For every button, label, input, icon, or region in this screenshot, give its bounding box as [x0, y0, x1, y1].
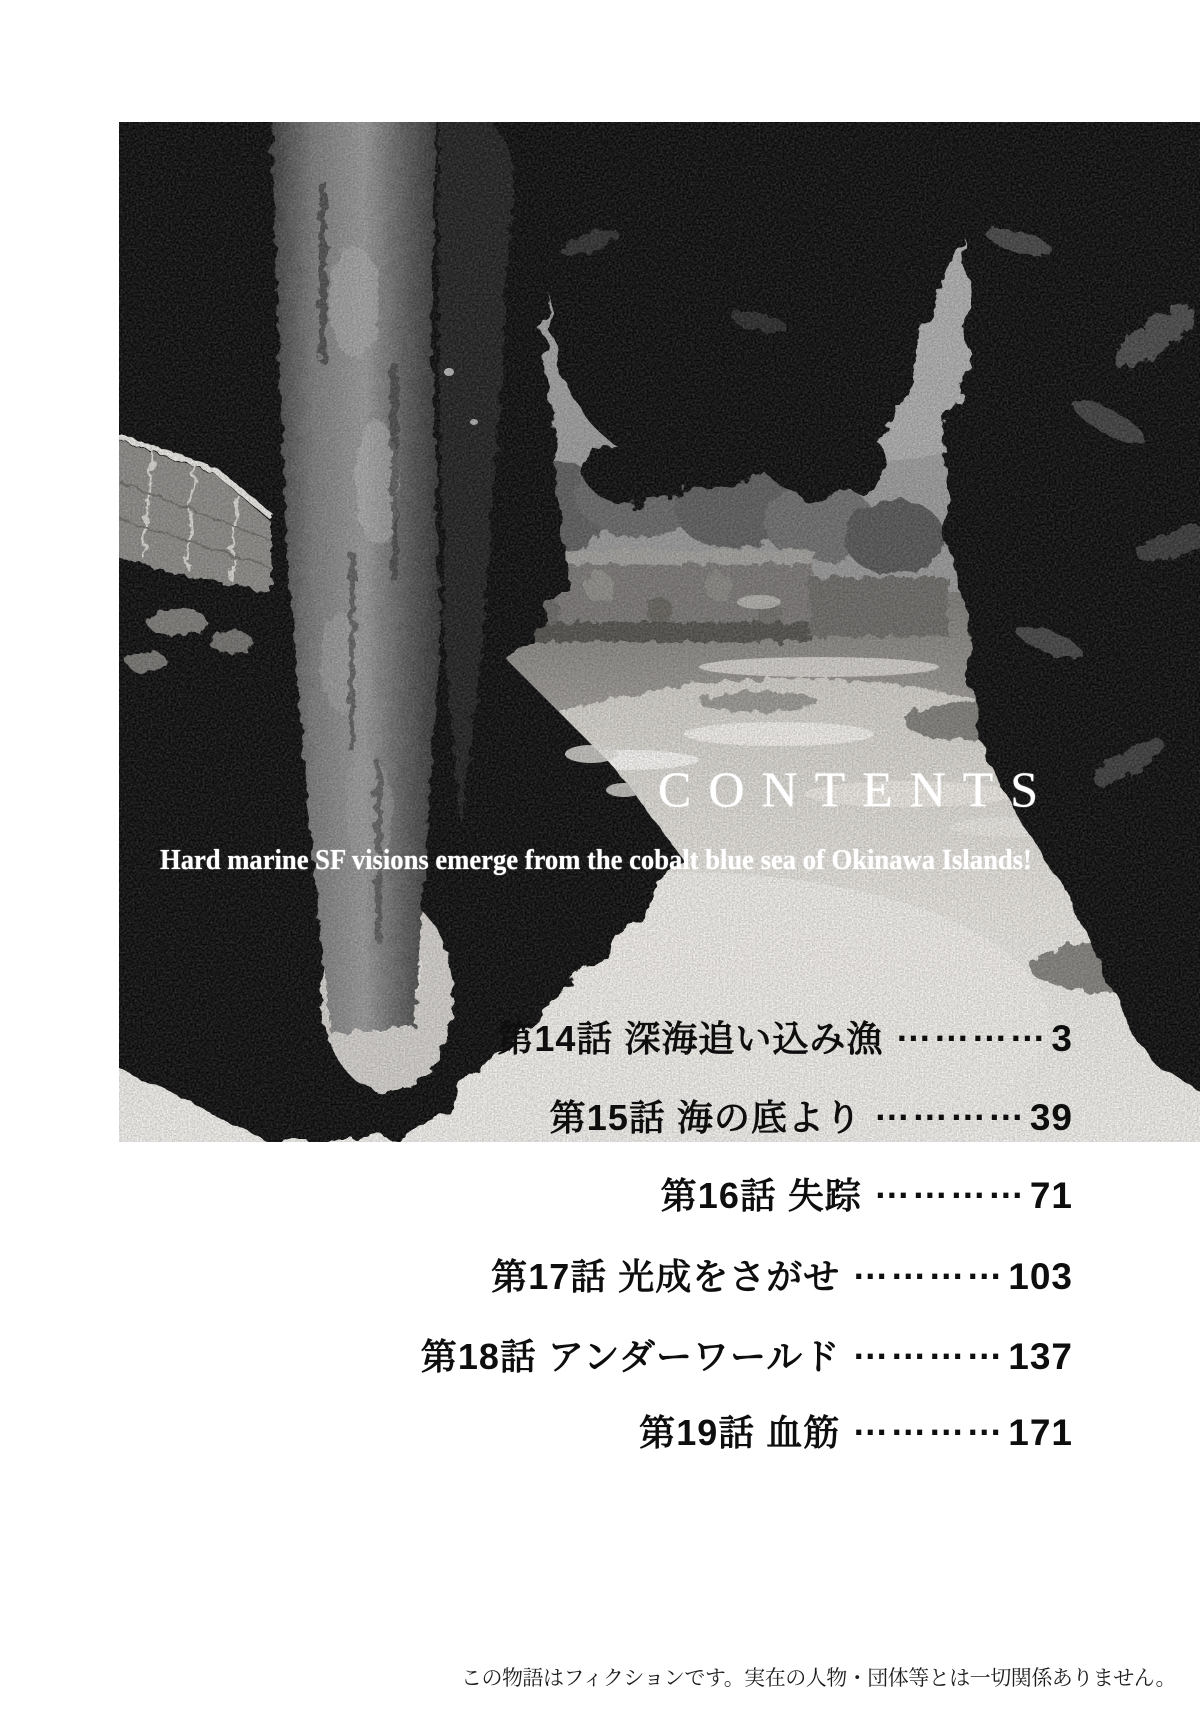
toc-entry-page: 3 — [1051, 1018, 1073, 1059]
toc-entry-label: 第14話 深海追い込み漁 — [497, 1018, 884, 1059]
okinawa-path-photo — [119, 122, 1200, 1142]
toc-entry-label: 第18話 アンダーワールド — [420, 1336, 841, 1377]
toc-entry-page: 171 — [1008, 1412, 1073, 1453]
dotted-leader: ………… — [852, 1246, 1005, 1287]
dotted-leader: ………… — [895, 1008, 1048, 1049]
page-title: CONTENTS — [658, 761, 1056, 817]
toc-entry-label: 第17話 光成をさがせ — [491, 1256, 841, 1297]
film-grain-light — [119, 122, 1200, 1142]
toc-entry-page: 103 — [1008, 1256, 1073, 1297]
dotted-leader: ………… — [852, 1402, 1005, 1443]
tagline: Hard marine SF visions emerge from the cobalt blue sea of Okinawa Islands! — [160, 845, 1032, 876]
toc-entry — [497, 1008, 1073, 1062]
toc-entry-page: 137 — [1008, 1336, 1073, 1377]
dotted-leader: ………… — [852, 1326, 1005, 1367]
toc-entry-label: 第15話 海の底より — [549, 1097, 862, 1138]
photo-image — [119, 122, 1200, 1142]
dotted-leader: ………… — [873, 1087, 1026, 1128]
toc-entry — [491, 1246, 1073, 1300]
toc-entry-label: 第16話 失踪 — [660, 1175, 862, 1216]
toc-entry-label: 第19話 血筋 — [639, 1412, 841, 1453]
toc-entry-page: 39 — [1029, 1097, 1073, 1138]
toc-entry-page: 71 — [1029, 1175, 1073, 1216]
toc-entry — [639, 1402, 1073, 1456]
toc-entry — [420, 1326, 1073, 1380]
disclaimer-text: この物語はフィクションです。実在の人物・団体等とは一切関係ありません。 — [461, 1666, 1176, 1690]
toc-entry — [660, 1165, 1073, 1219]
toc-entry — [549, 1087, 1073, 1141]
dotted-leader: ………… — [873, 1165, 1026, 1206]
